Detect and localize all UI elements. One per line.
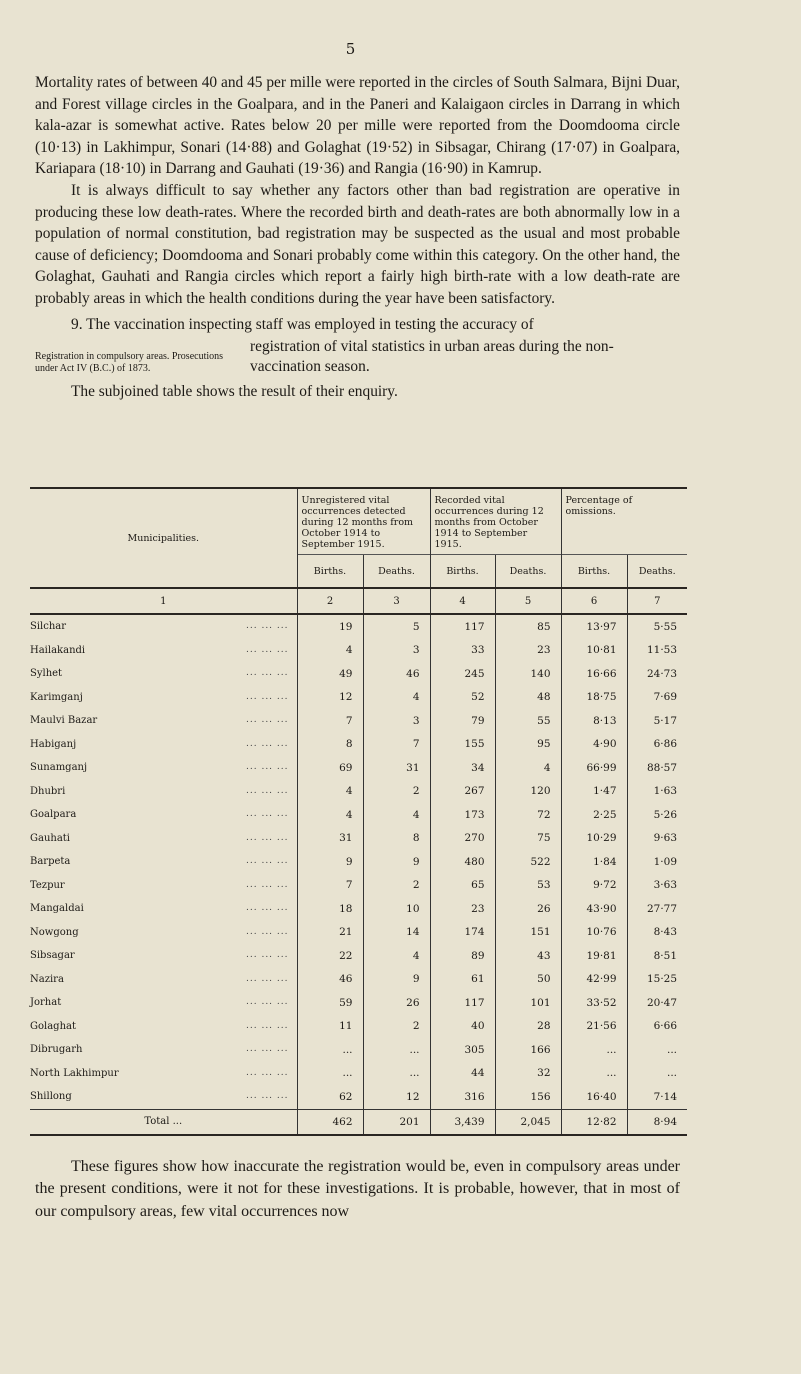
municipality-cell [30, 639, 297, 663]
municipality-name: Dibrugarh [30, 1044, 83, 1056]
header-percentage: Percentage of omissions. [561, 488, 687, 555]
header-municipalities: Municipalities. [30, 488, 297, 588]
value-cell: ... [561, 1062, 627, 1086]
value-cell: 10·29 [561, 827, 627, 851]
leader-dots: ... ... ... [246, 1091, 289, 1102]
value-cell: 173 [430, 803, 495, 827]
leader-dots: ... ... ... [246, 856, 289, 867]
value-cell: 23 [430, 897, 495, 921]
value-cell: 2 [363, 780, 430, 804]
value-cell: 4 [297, 780, 363, 804]
page-number: 5 [345, 40, 356, 58]
subheader-births: Births. [561, 555, 627, 589]
municipality-name: Barpeta [30, 856, 71, 868]
table-row [30, 662, 687, 686]
leader-dots: ... ... ... [246, 762, 289, 773]
value-cell: 1·63 [627, 780, 687, 804]
municipality-name: Sibsagar [30, 950, 75, 962]
value-cell: 14 [363, 921, 430, 945]
value-cell: 26 [495, 897, 561, 921]
municipality-name: Sylhet [30, 668, 63, 680]
value-cell: 28 [495, 1015, 561, 1039]
column-number: 2 [297, 588, 363, 614]
value-cell: 101 [495, 991, 561, 1015]
value-cell: 4 [297, 803, 363, 827]
value-cell: 4·90 [561, 733, 627, 757]
value-cell: 4 [297, 639, 363, 663]
leader-dots: ... ... ... [246, 785, 289, 796]
value-cell: 1·47 [561, 780, 627, 804]
value-cell: 85 [495, 614, 561, 639]
value-cell: 155 [430, 733, 495, 757]
municipality-cell [30, 686, 297, 710]
value-cell: 12 [363, 1085, 430, 1109]
value-cell: ... [561, 1038, 627, 1062]
value-cell: 480 [430, 850, 495, 874]
value-cell: 2,045 [495, 1109, 561, 1135]
value-cell: 7·14 [627, 1085, 687, 1109]
value-cell: 8·51 [627, 944, 687, 968]
value-cell: 52 [430, 686, 495, 710]
municipality-name: Hailakandi [30, 644, 86, 656]
value-cell: 8 [297, 733, 363, 757]
column-number: 6 [561, 588, 627, 614]
value-cell: 4 [363, 944, 430, 968]
subheader-deaths: Deaths. [495, 555, 561, 589]
table-intro: The subjoined table shows the result of their enquiry. [71, 383, 398, 401]
value-cell: 305 [430, 1038, 495, 1062]
municipality-name: Habiganj [30, 738, 77, 750]
municipality-name: Shillong [30, 1091, 72, 1103]
table-row [30, 1085, 687, 1109]
value-cell: 4 [495, 756, 561, 780]
municipality-cell [30, 874, 297, 898]
value-cell: 62 [297, 1085, 363, 1109]
value-cell: 10 [363, 897, 430, 921]
value-cell: 174 [430, 921, 495, 945]
value-cell: 9 [297, 850, 363, 874]
value-cell: 43 [495, 944, 561, 968]
value-cell: 9 [363, 968, 430, 992]
value-cell: 46 [363, 662, 430, 686]
value-cell: 5·55 [627, 614, 687, 639]
value-cell: 201 [363, 1109, 430, 1135]
value-cell: 26 [363, 991, 430, 1015]
total-row [30, 1109, 687, 1135]
leader-dots: ... ... ... [246, 973, 289, 984]
leader-dots: ... ... ... [246, 715, 289, 726]
table-row [30, 686, 687, 710]
value-cell: 88·57 [627, 756, 687, 780]
leader-dots: ... ... ... [246, 1044, 289, 1055]
municipality-cell [30, 921, 297, 945]
value-cell: 9·72 [561, 874, 627, 898]
value-cell: 16·66 [561, 662, 627, 686]
value-cell: 21·56 [561, 1015, 627, 1039]
value-cell: 267 [430, 780, 495, 804]
value-cell: 19 [297, 614, 363, 639]
column-number: 5 [495, 588, 561, 614]
value-cell: 7 [297, 709, 363, 733]
value-cell: 66·99 [561, 756, 627, 780]
value-cell: 9 [363, 850, 430, 874]
value-cell: 7 [297, 874, 363, 898]
value-cell: 21 [297, 921, 363, 945]
value-cell: 16·40 [561, 1085, 627, 1109]
leader-dots: ... ... ... [246, 926, 289, 937]
value-cell: 19·81 [561, 944, 627, 968]
value-cell: 18·75 [561, 686, 627, 710]
table-row [30, 1015, 687, 1039]
value-cell: 140 [495, 662, 561, 686]
municipality-cell [30, 733, 297, 757]
municipality-cell [30, 803, 297, 827]
value-cell: 117 [430, 614, 495, 639]
value-cell: 61 [430, 968, 495, 992]
value-cell: 5·26 [627, 803, 687, 827]
value-cell: 12·82 [561, 1109, 627, 1135]
value-cell: 31 [297, 827, 363, 851]
value-cell: 44 [430, 1062, 495, 1086]
paragraph-registration-difficulty: It is always difficult to say whether any factors other than bad registration are operative in producing these low death-rates. Where the recorded birth and death-rates are both abnormally low in a population of normal constitution, bad registration may be suspected as the usual and most probable cause of deficiency; Doomdooma and Sonari probably come within this category. On the other hand, the Golaghat, Gauhati and Rangia circles which report a fairly high birth-rate with a low death-rate are probably areas in which the health conditions during the year have been satisfactory. [35, 181, 680, 307]
leader-dots: ... ... ... [246, 832, 289, 843]
value-cell: 522 [495, 850, 561, 874]
table-row [30, 897, 687, 921]
subheader-deaths: Deaths. [627, 555, 687, 589]
value-cell: 7 [363, 733, 430, 757]
municipality-name: Mangaldai [30, 903, 84, 915]
municipality-name: Gauhati [30, 832, 71, 844]
table-row [30, 1062, 687, 1086]
table-row [30, 709, 687, 733]
value-cell: 4 [363, 803, 430, 827]
value-cell: 8·43 [627, 921, 687, 945]
value-cell: 270 [430, 827, 495, 851]
value-cell: 5·17 [627, 709, 687, 733]
value-cell: 316 [430, 1085, 495, 1109]
municipality-name: Jorhat [30, 997, 62, 1009]
municipality-cell [30, 827, 297, 851]
municipality-cell [30, 1085, 297, 1109]
municipality-name: Nowgong [30, 926, 79, 938]
value-cell: 49 [297, 662, 363, 686]
value-cell: 8·13 [561, 709, 627, 733]
table-section [30, 487, 687, 1223]
value-cell: 34 [430, 756, 495, 780]
municipality-cell [30, 756, 297, 780]
subheader-births: Births. [430, 555, 495, 589]
table-row [30, 1038, 687, 1062]
value-cell: 6·86 [627, 733, 687, 757]
value-cell: 23 [495, 639, 561, 663]
municipality-cell [30, 1038, 297, 1062]
municipality-cell [30, 1062, 297, 1086]
leader-dots: ... ... ... [246, 738, 289, 749]
leader-dots: ... ... ... [246, 668, 289, 679]
table-row [30, 968, 687, 992]
table-row [30, 614, 687, 639]
value-cell: 11 [297, 1015, 363, 1039]
paragraph-mortality-rates: Mortality rates of between 40 and 45 per mille were reported in the circles of South Salmara, Bijni Duar, and Forest village circles in the Goalpara, and in the Paneri and Kalaigaon circles in Darrang in which kala-azar is somewhat active. Rates below 20 per mille were reported from the Doomdooma circle (10·13) in Lakhimpur, Sonari (14·88) and Golaghat (19·52) in Sibsagar, Chirang (17·07) in Goalpara, Kariapara (18·10) in Darrang and Gauhati (19·36) and Rangia (16·90) in Kamrup. [35, 74, 680, 178]
column-number: 7 [627, 588, 687, 614]
value-cell: 13·97 [561, 614, 627, 639]
municipality-name: Sunamganj [30, 762, 88, 774]
paragraph-9-continued: registration of vital statistics in urban areas during the non-vaccination season. [250, 338, 614, 376]
value-cell: 75 [495, 827, 561, 851]
municipality-cell [30, 780, 297, 804]
value-cell: 3 [363, 639, 430, 663]
table-row [30, 639, 687, 663]
municipality-cell [30, 662, 297, 686]
value-cell: 8·94 [627, 1109, 687, 1135]
table-row [30, 756, 687, 780]
value-cell: 40 [430, 1015, 495, 1039]
municipality-name: North Lakhimpur [30, 1067, 119, 1079]
value-cell: ... [627, 1038, 687, 1062]
value-cell: 33·52 [561, 991, 627, 1015]
column-number: 4 [430, 588, 495, 614]
value-cell: 10·81 [561, 639, 627, 663]
municipality-name: Golaghat [30, 1020, 76, 1032]
value-cell: 9·63 [627, 827, 687, 851]
municipality-name: Silchar [30, 621, 67, 633]
leader-dots: ... ... ... [246, 621, 289, 632]
value-cell: 42·99 [561, 968, 627, 992]
value-cell: 151 [495, 921, 561, 945]
value-cell: ... [363, 1062, 430, 1086]
closing-paragraph: These figures show how inaccurate the registration would be, even in compulsory areas under the present conditions, were it not for these investigations. It is probable, however, that in most of our compulsory areas, few vital occurrences now [35, 1157, 680, 1220]
value-cell: 1·09 [627, 850, 687, 874]
value-cell: 4 [363, 686, 430, 710]
value-cell: 11·53 [627, 639, 687, 663]
omissions-table [30, 487, 687, 1136]
value-cell: 1·84 [561, 850, 627, 874]
value-cell: 245 [430, 662, 495, 686]
value-cell: 53 [495, 874, 561, 898]
value-cell: 69 [297, 756, 363, 780]
value-cell: 15·25 [627, 968, 687, 992]
table-row [30, 780, 687, 804]
municipality-cell [30, 709, 297, 733]
value-cell: 46 [297, 968, 363, 992]
municipality-cell [30, 991, 297, 1015]
value-cell: 3·63 [627, 874, 687, 898]
paragraph-9-row [35, 337, 680, 377]
header-unregistered: Unregistered vital occurrences detected during 12 months from October 1914 to September 1915. [297, 488, 430, 555]
value-cell: 31 [363, 756, 430, 780]
table-row [30, 803, 687, 827]
value-cell: ... [627, 1062, 687, 1086]
value-cell: 156 [495, 1085, 561, 1109]
value-cell: 166 [495, 1038, 561, 1062]
value-cell: ... [363, 1038, 430, 1062]
value-cell: 120 [495, 780, 561, 804]
value-cell: 2 [363, 1015, 430, 1039]
value-cell: 79 [430, 709, 495, 733]
value-cell: 20·47 [627, 991, 687, 1015]
value-cell: 55 [495, 709, 561, 733]
leader-dots: ... ... ... [246, 903, 289, 914]
municipality-name: Maulvi Bazar [30, 715, 98, 727]
value-cell: 12 [297, 686, 363, 710]
value-cell: 7·69 [627, 686, 687, 710]
value-cell: 89 [430, 944, 495, 968]
value-cell: 3,439 [430, 1109, 495, 1135]
value-cell: 72 [495, 803, 561, 827]
table-row [30, 733, 687, 757]
value-cell: 462 [297, 1109, 363, 1135]
value-cell: 50 [495, 968, 561, 992]
value-cell: 117 [430, 991, 495, 1015]
municipality-cell [30, 850, 297, 874]
value-cell: ... [297, 1038, 363, 1062]
subheader-deaths: Deaths. [363, 555, 430, 589]
municipality-name: Nazira [30, 973, 64, 985]
side-note: Registration in compulsory areas. Prosecutions under Act IV (B.C.) of 1873. [35, 351, 224, 375]
leader-dots: ... ... ... [246, 997, 289, 1008]
total-label: Total ... [30, 1109, 297, 1135]
municipality-name: Tezpur [30, 879, 65, 891]
value-cell: 59 [297, 991, 363, 1015]
header-recorded: Recorded vital occurrences during 12 months from October 1914 to September 1915. [430, 488, 561, 555]
body-text-block [35, 72, 680, 402]
value-cell: 48 [495, 686, 561, 710]
value-cell: 32 [495, 1062, 561, 1086]
value-cell: 10·76 [561, 921, 627, 945]
table-row [30, 921, 687, 945]
table-row [30, 850, 687, 874]
value-cell: 95 [495, 733, 561, 757]
value-cell: 43·90 [561, 897, 627, 921]
value-cell: 24·73 [627, 662, 687, 686]
value-cell: 2 [363, 874, 430, 898]
municipality-cell [30, 897, 297, 921]
column-number: 3 [363, 588, 430, 614]
subheader-births: Births. [297, 555, 363, 589]
value-cell: 3 [363, 709, 430, 733]
leader-dots: ... ... ... [246, 644, 289, 655]
municipality-name: Dhubri [30, 785, 66, 797]
table-row [30, 827, 687, 851]
municipality-cell [30, 614, 297, 639]
value-cell: 33 [430, 639, 495, 663]
value-cell: 2·25 [561, 803, 627, 827]
value-cell: 65 [430, 874, 495, 898]
municipality-cell [30, 1015, 297, 1039]
table-row [30, 944, 687, 968]
table-row [30, 991, 687, 1015]
value-cell: ... [297, 1062, 363, 1086]
value-cell: 27·77 [627, 897, 687, 921]
leader-dots: ... ... ... [246, 1067, 289, 1078]
column-number: 1 [30, 588, 297, 614]
municipality-name: Karimganj [30, 691, 83, 703]
value-cell: 6·66 [627, 1015, 687, 1039]
leader-dots: ... ... ... [246, 691, 289, 702]
table-row [30, 874, 687, 898]
leader-dots: ... ... ... [246, 879, 289, 890]
value-cell: 8 [363, 827, 430, 851]
municipality-cell [30, 944, 297, 968]
leader-dots: ... ... ... [246, 809, 289, 820]
municipality-cell [30, 968, 297, 992]
leader-dots: ... ... ... [246, 1020, 289, 1031]
value-cell: 5 [363, 614, 430, 639]
leader-dots: ... ... ... [246, 950, 289, 961]
paragraph-9-text: 9. The vaccination inspecting staff was employed in testing the accuracy of [71, 315, 534, 333]
municipality-name: Goalpara [30, 809, 77, 821]
value-cell: 18 [297, 897, 363, 921]
value-cell: 22 [297, 944, 363, 968]
